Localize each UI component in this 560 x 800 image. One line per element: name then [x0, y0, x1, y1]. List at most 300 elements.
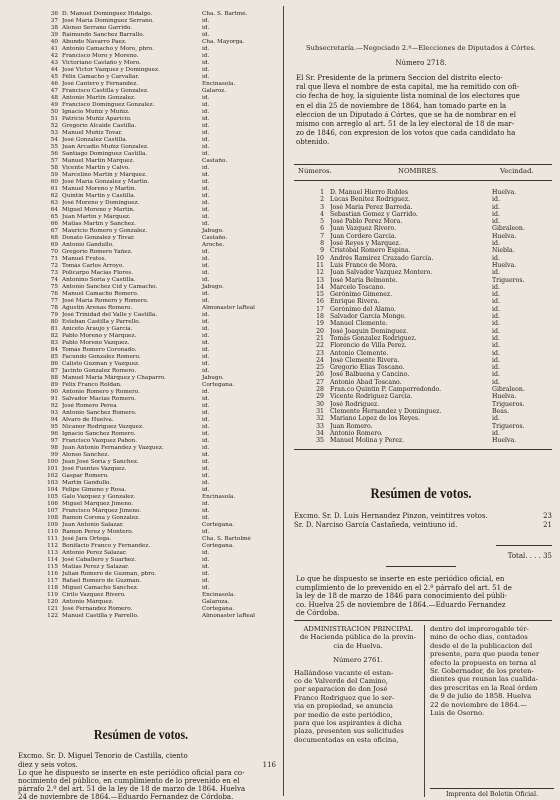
- voter-name: Manuel Camacho Romero.: [62, 291, 139, 297]
- voter-number: 37: [50, 18, 58, 24]
- voter-vecindad: id.: [492, 429, 500, 437]
- voter-row: [286, 225, 556, 232]
- right-notice-line: Lo que he dispuesto se inserte en este periódico oficial, en: [296, 575, 505, 583]
- voter-number: 6: [320, 225, 324, 233]
- voter-number: 114: [47, 557, 58, 563]
- voter-number: 36: [50, 11, 58, 17]
- voter-number: 118: [47, 585, 58, 591]
- voter-row: [0, 291, 282, 298]
- voter-name: Juan Martin y Márquez.: [62, 214, 131, 220]
- right-notice-line: la ley de 18 de marzo de 1846 para conocimiento del públi-: [296, 592, 507, 601]
- voter-name: José María Perez Barreda.: [330, 203, 413, 211]
- voter-name: Matias Martin y Sanchez.: [62, 221, 136, 227]
- voter-row: [286, 408, 556, 415]
- voter-name: Francisco Castilla y Gonzalez.: [62, 88, 149, 94]
- hacienda-cont-line: dientes que reunan las cualida-: [430, 675, 539, 684]
- voter-name: Andrés Ramirez Cruzado García.: [330, 254, 434, 262]
- voter-vecindad: id.: [202, 431, 210, 437]
- voter-number: 71: [50, 256, 58, 262]
- voter-number: 74: [50, 277, 58, 283]
- voter-number: 106: [47, 501, 58, 507]
- voter-row: [286, 357, 556, 364]
- voter-name: Rafael Romero de Guzman.: [62, 578, 141, 584]
- voter-number: 85: [50, 354, 58, 360]
- voter-row: [286, 262, 556, 269]
- voter-number: 53: [50, 130, 58, 136]
- voter-row: [286, 189, 556, 196]
- intro-line: obtenido.: [296, 138, 330, 147]
- voter-vecindad: Huelva.: [492, 232, 517, 240]
- voter-vecindad: id.: [492, 218, 500, 226]
- voter-number: 25: [316, 364, 324, 372]
- voter-vecindad: id.: [202, 473, 210, 479]
- voter-vecindad: id.: [492, 196, 500, 204]
- voter-name: José Clemente Rivera.: [330, 356, 400, 364]
- voter-name: Ramon Corona y Gonzalez.: [62, 515, 140, 521]
- voter-number: 8: [320, 240, 324, 248]
- hacienda-line: co de Valverde del Camino,: [294, 677, 388, 686]
- voter-name: Antonino Soria y Castilla.: [62, 277, 136, 283]
- left-notice-line: Lo que he dispuesto se inserte en este periódico oficial para co-: [18, 769, 245, 777]
- voter-number: 70: [50, 249, 58, 255]
- voter-name: Salvador Macias Romero.: [62, 396, 136, 402]
- voter-vecindad: id.: [202, 578, 210, 584]
- voter-row: [0, 102, 282, 109]
- voter-row: [286, 342, 556, 349]
- voter-row: [0, 333, 282, 340]
- intro-line: en el dia 25 de noviembre de 1864, han tomado parte en la: [296, 101, 507, 110]
- voter-row: [0, 592, 282, 599]
- bottom-divider: [424, 625, 425, 797]
- voter-row: [0, 396, 282, 403]
- voter-name: Francisco Moro y Moreno.: [62, 53, 139, 59]
- voter-row: [0, 536, 282, 543]
- voter-row: [0, 368, 282, 375]
- voter-vecindad: id.: [202, 347, 210, 353]
- voter-row: [0, 298, 282, 305]
- voter-number: 113: [47, 550, 58, 556]
- voter-name: Aniceto Araujo y Garcia.: [62, 326, 133, 332]
- voter-vecindad: id.: [202, 354, 210, 360]
- voter-vecindad: id.: [202, 25, 210, 31]
- voter-name: Clemente Hernandez y Dominguez.: [330, 407, 442, 415]
- voter-vecindad: Niebla.: [492, 247, 515, 255]
- voter-name: Martin Gandullo.: [62, 480, 112, 486]
- voter-row: [286, 350, 556, 357]
- voter-name: Jacinto Gonzalez Romero.: [62, 368, 137, 374]
- voter-vecindad: id.: [202, 508, 210, 514]
- voter-number: 92: [50, 403, 58, 409]
- voter-name: Manuel Clemente.: [330, 320, 388, 328]
- voter-number: 110: [47, 529, 58, 535]
- voter-number: 16: [316, 298, 324, 306]
- voter-name: Francisco Vazquez Pabon.: [62, 438, 138, 444]
- voter-row: [0, 375, 282, 382]
- intro-line: ral que lleva el nombre de esta capital, me ha remitido con ofi-: [296, 83, 520, 92]
- voter-number: 108: [47, 515, 58, 521]
- voter-number: 2: [320, 196, 324, 204]
- voter-name: Calisto Guzman y Vazquez.: [62, 361, 140, 367]
- voter-name: Juan José Soria y Sanchez.: [62, 459, 139, 465]
- voter-number: 58: [50, 165, 58, 171]
- voter-name: Juan Cordero García.: [330, 232, 397, 240]
- voter-vecindad: id.: [202, 417, 210, 423]
- voter-row: [0, 151, 282, 158]
- voter-name: Marcelo Toscano.: [330, 283, 386, 291]
- voter-vecindad: Galaroza.: [202, 599, 230, 605]
- voter-row: [0, 137, 282, 144]
- voter-vecindad: id.: [202, 193, 210, 199]
- voter-name: Alonso Sanchez.: [62, 452, 110, 458]
- voter-name: José María Romero y Romero.: [62, 298, 149, 304]
- voter-vecindad: id.: [492, 240, 500, 248]
- voter-number: 60: [50, 179, 58, 185]
- voter-name: José María Belmonte.: [330, 276, 398, 284]
- voter-name: Antonio Romero.: [330, 429, 383, 437]
- voter-row: [286, 401, 556, 408]
- voter-name: Alvaro de Huelva.: [62, 417, 114, 423]
- voter-vecindad: Aroche.: [202, 242, 225, 248]
- voter-row: [0, 200, 282, 207]
- voter-number: 95: [50, 424, 58, 430]
- voter-number: 117: [47, 578, 58, 584]
- voter-number: 50: [50, 109, 58, 115]
- voter-name: José Victor Vazquez y Dominguez.: [62, 67, 160, 73]
- voter-vecindad: id.: [202, 221, 210, 227]
- voter-row: [286, 306, 556, 313]
- voter-name: Marcelino Martin y Márquez.: [62, 172, 147, 178]
- voter-row: [286, 196, 556, 203]
- voter-name: José Pablo Perez Mora.: [330, 218, 403, 226]
- voter-vecindad: id.: [202, 130, 210, 136]
- voter-vecindad: id.: [202, 424, 210, 430]
- voter-vecindad: id.: [202, 95, 210, 101]
- voter-row: [0, 67, 282, 74]
- voter-number: 46: [50, 81, 58, 87]
- section-header: Subsecretaría.—Negociado 2.º—Elecciones de Diputados á Córtes.: [305, 44, 537, 52]
- left-election-votes: 116: [262, 760, 276, 769]
- voter-number: 10: [316, 254, 324, 262]
- voter-vecindad: Galaroz.: [202, 88, 227, 94]
- voter-number: 23: [316, 349, 324, 357]
- hacienda-cont-line: desde el de la publicacion del: [430, 641, 533, 650]
- header-names: NOMBRES.: [398, 167, 439, 175]
- voter-number: 84: [50, 347, 58, 353]
- voter-number: 109: [47, 522, 58, 528]
- voter-vecindad: id.: [202, 403, 210, 409]
- hacienda-line: por medio de este periódico,: [294, 710, 393, 719]
- voter-number: 9: [320, 247, 324, 255]
- voter-row: [286, 335, 556, 342]
- voter-name: Gregorio Alcaide Castilla.: [62, 123, 137, 129]
- voter-row: [0, 557, 282, 564]
- column-divider: [283, 6, 284, 796]
- voter-row: [0, 578, 282, 585]
- intro-line: zo de 1846, con expresion de los votos que cada candidato ha: [296, 129, 516, 138]
- voter-name: José Fernandez Romero.: [62, 606, 133, 612]
- total-label: Total. . . .: [507, 552, 541, 560]
- voter-row: [0, 221, 282, 228]
- voter-number: 102: [47, 473, 58, 479]
- voter-row: [0, 242, 282, 249]
- voter-row: [0, 501, 282, 508]
- voter-vecindad: id.: [202, 249, 210, 255]
- voter-vecindad: id.: [202, 445, 210, 451]
- voter-vecindad: id.: [492, 378, 500, 386]
- voter-vecindad: id.: [492, 364, 500, 372]
- voter-vecindad: id.: [202, 102, 210, 108]
- voter-row: [0, 515, 282, 522]
- voter-number: 22: [316, 342, 324, 350]
- voter-vecindad: Encinasola.: [202, 81, 236, 87]
- voter-name: Antonio Perez Salazar.: [62, 550, 127, 556]
- voter-vecindad: Jabugo.: [202, 228, 224, 234]
- voter-number: 18: [316, 313, 324, 321]
- voter-vecindad: id.: [202, 368, 210, 374]
- voter-row: [0, 361, 282, 368]
- voter-row: [0, 53, 282, 60]
- voter-row: [286, 386, 556, 393]
- right-notice-line: co. Huelva 25 de noviembre de 1864.—Eduardo Fernandez: [296, 600, 506, 609]
- voter-number: 43: [50, 60, 58, 66]
- voter-number: 120: [47, 599, 58, 605]
- voter-row: [286, 284, 556, 291]
- voter-name: Juan Vazquez Rivero.: [330, 225, 397, 233]
- voter-number: 3: [320, 203, 324, 211]
- voter-vecindad: id.: [202, 270, 210, 276]
- right-notice-line: de Córdoba.: [296, 609, 340, 618]
- voter-row: [286, 233, 556, 240]
- voter-vecindad: id.: [202, 207, 210, 213]
- voter-name: Antonio Márquez.: [62, 599, 114, 605]
- hacienda-notice: [294, 625, 422, 744]
- voter-row: [0, 326, 282, 333]
- voter-number: 24: [316, 356, 324, 364]
- voter-vecindad: id.: [202, 340, 210, 346]
- voter-row: [0, 88, 282, 95]
- voter-row: [286, 247, 556, 254]
- voter-vecindad: id.: [202, 564, 210, 570]
- voter-name: Ramon Perez y Montero.: [62, 529, 134, 535]
- voter-number: 104: [47, 487, 58, 493]
- intro-paragraph: [296, 74, 552, 148]
- voter-number: 33: [316, 422, 324, 430]
- voter-name: José Gonzalez Castilla.: [62, 137, 128, 143]
- voter-name: Nicanor Rodriguez Vazquez.: [62, 424, 144, 430]
- voter-vecindad: id.: [492, 269, 500, 277]
- voter-name: José Balbuena y Cancino.: [330, 371, 410, 379]
- voter-number: 107: [47, 508, 58, 514]
- voter-number: 26: [316, 371, 324, 379]
- left-election-text-2: diez y seis votos.: [18, 760, 78, 769]
- voter-row: [0, 46, 282, 53]
- voter-number: 34: [316, 429, 324, 437]
- voter-number: 52: [50, 123, 58, 129]
- voter-number: 81: [50, 326, 58, 332]
- voter-name: José Fuentes Vazquez.: [62, 466, 127, 472]
- voter-vecindad: id.: [202, 74, 210, 80]
- voter-vecindad: id.: [492, 203, 500, 211]
- voter-vecindad: id.: [202, 137, 210, 143]
- voter-name: Lúcas Benitez Rodriguez.: [330, 196, 411, 204]
- voter-name: Florencio de Villa Perez.: [330, 342, 407, 350]
- voter-name: José Trinidad del Valle y Castilla.: [62, 312, 158, 318]
- voter-name: Antonio Clemente.: [330, 349, 389, 357]
- voter-number: 21: [316, 334, 324, 342]
- intro-line: eleccion de un Diputado á Córtes, que se ha de nombrar en el: [296, 110, 516, 119]
- voter-name: Ignacio Sanchez Romero.: [62, 431, 136, 437]
- voter-vecindad: id.: [202, 438, 210, 444]
- voter-name: Manuel Molina y Perez.: [330, 437, 405, 445]
- voter-vecindad: id.: [202, 396, 210, 402]
- voter-vecindad: Cortegana.: [202, 543, 235, 549]
- voter-name: Donato Gonzalez y Tovar.: [62, 235, 135, 241]
- left-notice-line: párrafo 2.º del art. 51 de la ley de 18 de marzo de 1864. Huelva: [18, 785, 246, 793]
- voter-vecindad: Huelva.: [492, 189, 517, 196]
- voter-number: 56: [50, 151, 58, 157]
- voter-number: 82: [50, 333, 58, 339]
- voter-row: [0, 403, 282, 410]
- voter-row: [0, 123, 282, 130]
- voter-number: 54: [50, 137, 58, 143]
- voter-number: 79: [50, 312, 58, 318]
- voter-vecindad: id.: [202, 18, 210, 24]
- voter-number: 44: [50, 67, 58, 73]
- voter-name: Antonio Camacho y Moro, pbro.: [62, 46, 154, 52]
- voter-vecindad: Encinasola.: [202, 494, 236, 500]
- voter-number: 17: [316, 305, 324, 313]
- voter-number: 98: [50, 445, 58, 451]
- voter-number: 11: [316, 261, 324, 269]
- voter-number: 80: [50, 319, 58, 325]
- voter-vecindad: id.: [202, 172, 210, 178]
- voter-vecindad: id.: [202, 67, 210, 73]
- voter-row: [0, 466, 282, 473]
- voter-vecindad: Almonaster laReal: [202, 305, 255, 311]
- table-header-rule: [294, 180, 552, 181]
- left-election-line-2: [18, 761, 282, 770]
- voter-name: Manuel Castilla y Parrello.: [62, 613, 139, 619]
- hacienda-cont-line: efecto la propuesta en terna al: [430, 658, 536, 667]
- voter-row: [0, 522, 282, 529]
- voter-row: [0, 571, 282, 578]
- voter-vecindad: Jabugo.: [202, 375, 224, 381]
- voter-number: 122: [47, 613, 58, 619]
- total-rule: [496, 545, 552, 546]
- voter-number: 47: [50, 88, 58, 94]
- voter-name: Policarpo Macias Flores.: [62, 270, 134, 276]
- voter-name: Antonio Romero y Romero.: [62, 389, 140, 395]
- voter-vecindad: id.: [492, 327, 500, 335]
- voter-vecindad: id.: [492, 349, 500, 357]
- voter-number: 5: [320, 218, 324, 226]
- header-numbers: Números.: [298, 167, 332, 175]
- voter-row: [0, 284, 282, 291]
- voter-vecindad: id.: [202, 361, 210, 367]
- voter-number: 76: [50, 291, 58, 297]
- voter-name: Vicente Martin y Calvo.: [62, 165, 130, 171]
- voter-name: Quintin Martin y Castilla.: [62, 193, 136, 199]
- voter-name: Esteban Castilla y Parrello.: [62, 319, 141, 325]
- voter-row: [0, 207, 282, 214]
- voter-name: Fran.co Quintin P. Camporredondo.: [330, 386, 442, 394]
- voter-name: Manuel Moreno y Martin.: [62, 186, 137, 192]
- voter-number: 57: [50, 158, 58, 164]
- voter-row: [0, 382, 282, 389]
- voter-vecindad: id.: [202, 256, 210, 262]
- voter-name: Gaspar Romero.: [62, 473, 109, 479]
- notice-number: Número 2718.: [395, 59, 447, 67]
- total-line: [294, 552, 552, 560]
- voter-name: José Moreno y Dominguez.: [62, 200, 140, 206]
- voter-row: [0, 116, 282, 123]
- left-election-result: [18, 752, 282, 769]
- voter-vecindad: id.: [202, 389, 210, 395]
- voter-row: [0, 564, 282, 571]
- candidate-row: [294, 512, 552, 521]
- voter-vecindad: id.: [202, 452, 210, 458]
- voter-vecindad: Gibraleon.: [492, 386, 525, 394]
- right-notice-line: cumplimiento de lo prevenido en el 2.º párrafo del art. 51 de: [296, 583, 512, 592]
- voter-vecindad: id.: [202, 186, 210, 192]
- hacienda-number: Número 2761.: [333, 656, 383, 665]
- bottom-section-rule: [294, 620, 552, 621]
- voter-row: [0, 165, 282, 172]
- voter-row: [0, 74, 282, 81]
- voter-name: Facundo Gonzalez Romero.: [62, 354, 141, 360]
- voter-number: 111: [47, 536, 58, 542]
- voter-number: 69: [50, 242, 58, 248]
- voter-vecindad: id.: [202, 116, 210, 122]
- voter-name: Tomás Gonzalez Rodriguez.: [330, 334, 417, 342]
- voter-row: [0, 235, 282, 242]
- hacienda-line: via en propiedad, se anuncia: [294, 702, 393, 711]
- voter-vecindad: id.: [202, 515, 210, 521]
- voter-name: Sebastian Gomez y Garrido.: [330, 210, 418, 218]
- voter-vecindad: id.: [202, 144, 210, 150]
- voter-name: Vicente Rodriguez García.: [330, 393, 413, 401]
- voter-number: 75: [50, 284, 58, 290]
- voter-vecindad: Cortegana.: [202, 382, 235, 388]
- voter-row: [286, 437, 556, 444]
- separator-rule: [386, 566, 456, 567]
- voter-number: 42: [50, 53, 58, 59]
- voter-name: Felipe Gimeno y Rosa.: [62, 487, 127, 493]
- voter-row: [0, 256, 282, 263]
- voter-vecindad: id.: [492, 210, 500, 218]
- voter-number: 38: [50, 25, 58, 31]
- voter-vecindad: id.: [202, 46, 210, 52]
- hacienda-line: Franco Rodriguez que lo ser-: [294, 693, 395, 702]
- voter-row: [0, 193, 282, 200]
- candidate-votes: 23: [543, 512, 552, 520]
- voter-number: 63: [50, 200, 58, 206]
- voter-row: [0, 270, 282, 277]
- voter-number: 32: [316, 415, 324, 423]
- voter-number: 51: [50, 116, 58, 122]
- voter-vecindad: Huelva.: [492, 437, 517, 445]
- voter-number: 61: [50, 186, 58, 192]
- voter-name: José Romero Perea: [62, 403, 117, 409]
- voter-vecindad: id.: [202, 165, 210, 171]
- voter-name: Miguel Moreno y Martin.: [62, 207, 135, 213]
- voter-name: Gregorio Elías Toscano.: [330, 364, 405, 372]
- voter-vecindad: Cortegana.: [202, 522, 235, 528]
- voter-name: Pablo Moreno y Márquez.: [62, 333, 137, 339]
- voter-vecindad: id.: [202, 32, 210, 38]
- voter-name: Santiago Dominguez Castilla.: [62, 151, 148, 157]
- voter-number: 78: [50, 305, 58, 311]
